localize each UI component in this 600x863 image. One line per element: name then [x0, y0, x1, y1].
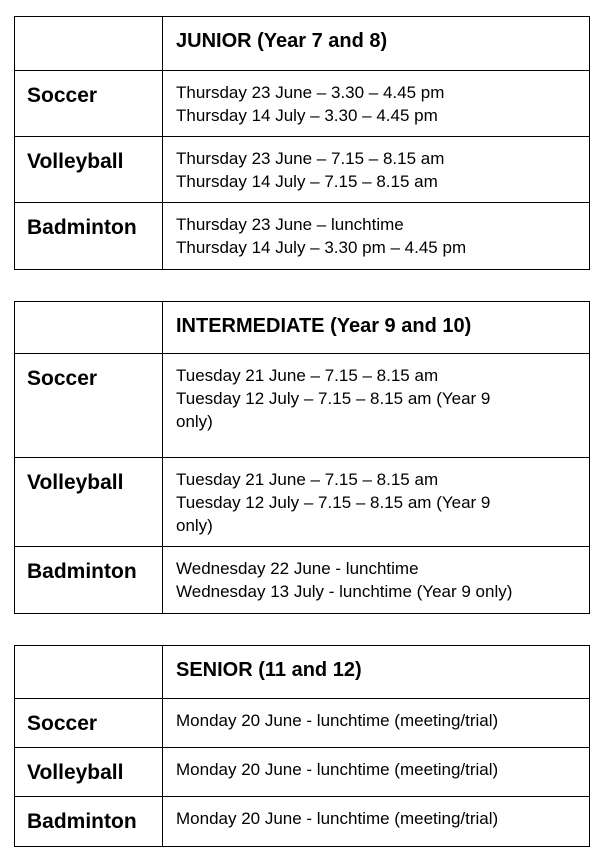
empty-corner-cell — [15, 646, 163, 699]
table-row — [15, 699, 590, 748]
sport-label: Soccer — [15, 699, 163, 748]
sport-label: Badminton — [15, 203, 163, 270]
schedule-cell — [163, 71, 590, 137]
empty-corner-cell — [15, 302, 163, 354]
schedule-cell — [163, 748, 590, 797]
sport-label: Volleyball — [15, 748, 163, 797]
sport-label: Soccer — [15, 354, 163, 458]
sport-label: Badminton — [15, 797, 163, 847]
sport-label: Badminton — [15, 547, 163, 614]
schedule-cell — [163, 547, 590, 614]
schedule-line: Monday 20 June - lunchtime (meeting/trial) — [176, 760, 499, 779]
schedule-line: Wednesday 13 July - lunchtime (Year 9 only) — [176, 582, 513, 601]
schedule-line: Tuesday 21 June – 7.15 – 8.15 am — [176, 470, 439, 489]
schedule-line: Thursday 14 July – 3.30 – 4.45 pm — [176, 106, 438, 125]
sport-label: Volleyball — [15, 137, 163, 203]
schedule-cell — [163, 354, 590, 458]
table-title: SENIOR (11 and 12) — [163, 646, 590, 699]
table-row — [15, 797, 590, 847]
schedule-line: Monday 20 June - lunchtime (meeting/trial) — [176, 711, 499, 730]
schedule-cell — [163, 797, 590, 847]
schedule-line: Thursday 23 June – 3.30 – 4.45 pm — [176, 83, 445, 102]
table-title: JUNIOR (Year 7 and 8) — [163, 17, 590, 71]
senior-schedule-table — [14, 645, 590, 847]
schedule-line: Tuesday 12 July – 7.15 – 8.15 am (Year 9 — [176, 389, 491, 408]
table-header-row — [15, 646, 590, 699]
table-row — [15, 458, 590, 547]
schedule-cell — [163, 137, 590, 203]
schedule-line: Thursday 14 July – 7.15 – 8.15 am — [176, 172, 438, 191]
table-row — [15, 203, 590, 270]
table-row — [15, 137, 590, 203]
table-row — [15, 354, 590, 458]
schedule-line: Thursday 23 June – 7.15 – 8.15 am — [176, 149, 445, 168]
table-row — [15, 547, 590, 614]
schedule-line: Monday 20 June - lunchtime (meeting/trial) — [176, 809, 499, 828]
schedule-line: Tuesday 21 June – 7.15 – 8.15 am — [176, 366, 439, 385]
junior-schedule-table — [14, 16, 590, 270]
schedule-line: only) — [176, 412, 213, 431]
table-header-row — [15, 17, 590, 71]
empty-corner-cell — [15, 17, 163, 71]
schedule-cell — [163, 203, 590, 270]
intermediate-schedule-table — [14, 301, 590, 614]
schedule-line: Thursday 23 June – lunchtime — [176, 215, 404, 234]
sport-label: Volleyball — [15, 458, 163, 547]
schedule-cell — [163, 699, 590, 748]
schedule-line: Thursday 14 July – 3.30 pm – 4.45 pm — [176, 238, 467, 257]
sport-label: Soccer — [15, 71, 163, 137]
table-title: INTERMEDIATE (Year 9 and 10) — [163, 302, 590, 354]
table-row — [15, 748, 590, 797]
schedule-line: only) — [176, 516, 213, 535]
schedule-line: Wednesday 22 June - lunchtime — [176, 559, 419, 578]
schedule-line: Tuesday 12 July – 7.15 – 8.15 am (Year 9 — [176, 493, 491, 512]
schedule-cell — [163, 458, 590, 547]
table-row — [15, 71, 590, 137]
table-header-row — [15, 302, 590, 354]
